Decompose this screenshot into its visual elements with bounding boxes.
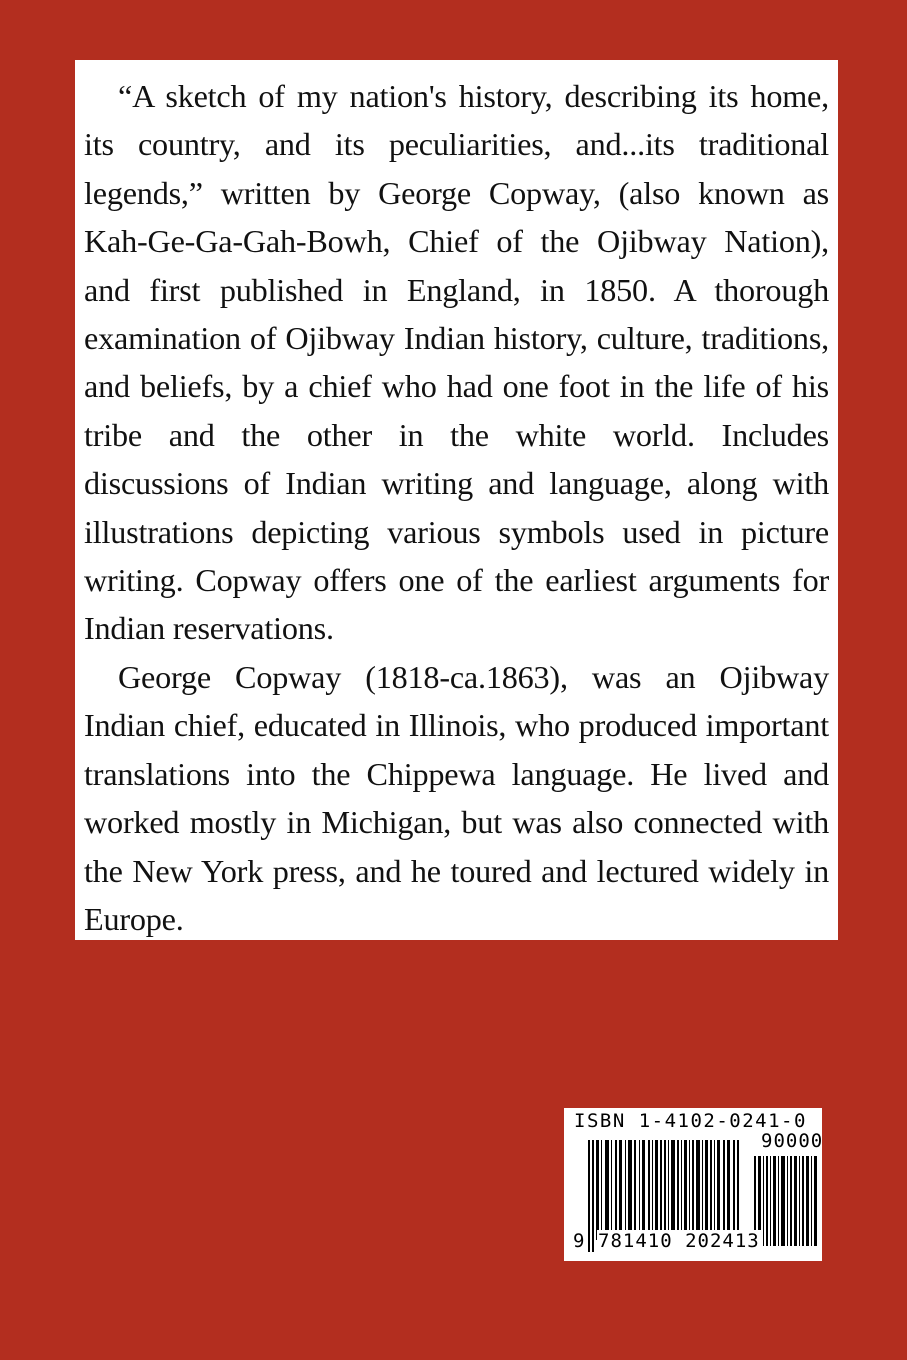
blurb-paragraph-2: George Copway (1818-ca.1863), was an Ojibway Indian chief, educated in Illinois, who produced important translations into the Chippewa language. He lived and worked mostly in Michigan, but was also connected with the New York press, and he toured and lectured widely in Europe. (84, 658, 829, 937)
ean-digits: 781410 202413 (598, 1230, 760, 1252)
isbn-label: ISBN 1-4102-0241-0 (574, 1110, 807, 1132)
blurb-paragraph-1: “A sketch of my nation's history, describing its home, its country, and its peculiarities, and...its traditional legends,” written by George Copway, (also known as Kah-Ge-Ga-Gah-Bowh, Chief of the Ojibway Nation), and first published in England, in 1850. A thorough examination of Ojibway Indian history, culture, traditions, and beliefs, by a chief who had one foot in the life of his tribe and the other in the white world. Includes discussions of Indian writing and language, along with illustrations depicting various symbols used in picture writing. Copway offers one of the earliest arguments for Indian reservations. (84, 78, 829, 647)
description-panel (75, 60, 838, 940)
price-addon-label: 90000 (761, 1130, 824, 1152)
ean-first-digit: 9 (573, 1230, 585, 1252)
addon-barcode-bars-icon (754, 1156, 818, 1246)
isbn-barcode (564, 1108, 822, 1261)
